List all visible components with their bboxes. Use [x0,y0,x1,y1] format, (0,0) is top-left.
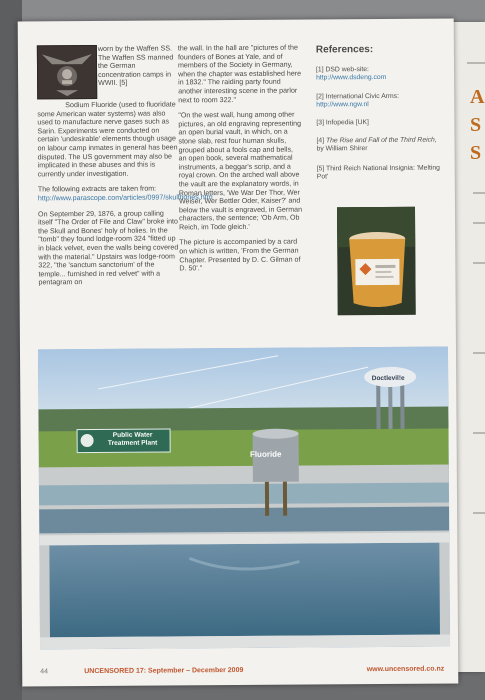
water-treatment-photo [38,347,450,650]
col1-paragraph-1: worn by the Waffen SS. The Waffen SS manned the German concentration camps in WWII. [5] [97,44,174,88]
page-footer [34,664,450,681]
col2-paragraph-2: "On the west wall, hung among other pictures, an old engraving representing an open burial vault, in which, on a stone slab, rest four human skulls, grouped about a fools cap and bells, an open book, several mathematical instruments, a beggar's scrip, and a royal crown. On the arched wall above the vault are the explanatory words, in Roman letters, 'We War Der Thor, Wer Weiser, Wer Bettler Oder, Kaiser?' and below the vault is engraved, in German characters, the sentence; 'Ob Arm, Ob Reich, im Tode gleich.' [178,110,303,232]
references-heading: References: [315,44,374,56]
magazine-page [18,18,459,686]
reference-4: [4] The Rise and Fall of the Third Reich, by William Shirer [316,136,437,153]
col1-paragraph-3: The following extracts are taken from: http://www.parascope.com/articles/0997/skullbones.htm [37,184,213,203]
fluoride-bucket-photo [337,207,416,316]
reference-5: [5] Third Reich National Insignia: 'Melting Pot' [316,164,440,181]
col1-paragraph-4: On September 29, 1876, a group calling itself "The Order of File and Claw" broke into the Skull and Bones' holy of holies. In the "tomb" they found lodge-room 324 "fitted up in black velvet, even the walls being covered with the material." Upstairs was lodge-room 322, "the 'sanctum sanctorium' of the temple... furnished in red velvet" with a pentagram on [37,209,179,287]
reference-3: [3] Infopedia [UK] [316,119,369,127]
water-treatment-scene [38,347,450,650]
fluoride-tank-label: Fluoride [249,449,282,459]
water-tower-label: Doctlevil!e [371,374,405,383]
reference-1: [1] DSD web-site: http://www.dsdeng.com [316,66,387,82]
footer-website-link[interactable]: www.uncensored.co.nz [366,665,445,674]
reference-1-link[interactable]: http://www.dsdeng.com [316,74,387,82]
ss-eagle-emblem-icon [37,45,97,99]
issue-label: UNCENSORED 17: September – December 2009 [84,666,244,676]
article-column-1 [98,44,178,95]
reference-2-link[interactable]: http://www.ngw.nl [316,101,369,109]
adjacent-page-edge: A S S [448,22,485,672]
article-column-2 [178,44,304,281]
sign-text: Public Water Treatment Plant [107,431,158,447]
col1-paragraph-2: Sodium Fluoride (used to fluoridate some American water systems) was also used to manufacture nerve gases such as Sarin. Experiments were conducted on certain 'undesirable' elements though usage on labour camp inmates in general has been disputed. The US government may also be implicated in these abuses and this is currently under investigation. [37,100,178,179]
sign-logo-icon [81,434,94,447]
article-column-1-body [37,100,213,294]
reference-2: [2] International Civic Arms: http://www.ngw.nl [316,92,399,109]
col2-paragraph-1: the wall. In the hall are "pictures of the founders of Bones at Yale, and of members of the Society in Germany, when the chapter was established here in 1832." The raiding party found another interesting scene in the parlor next to room 322." [177,43,302,104]
public-water-treatment-sign [77,428,171,453]
page-number: 44 [40,668,49,676]
parascope-link[interactable]: http://www.parascope.com/articles/0997/skullbones.htm [37,193,213,203]
col2-paragraph-3: The picture is accompanied by a card on which is written, 'From the German Chapter. Presented by D. C. Gilman of D. 50'." [179,238,301,273]
